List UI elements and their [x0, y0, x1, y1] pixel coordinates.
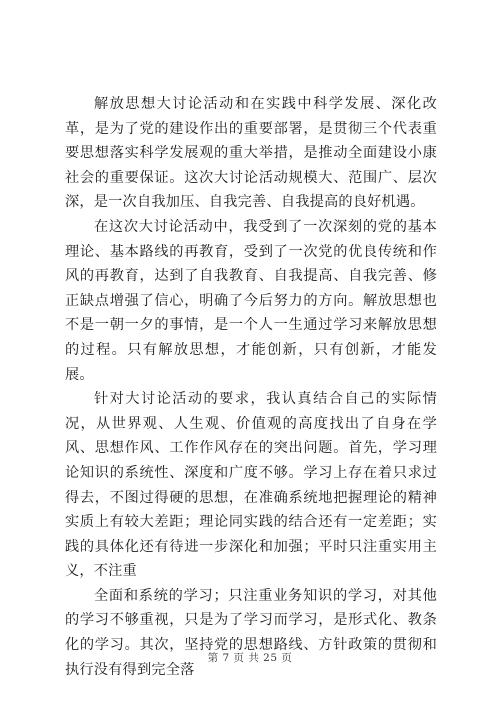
paragraph-1: 解放思想大讨论活动和在实践中科学发展、深化改革，是为了党的建设作出的重要部署，是贯彻三个代表重要思想落实科学发展观的重大举措，是推动全面建设小康社会的重要保证。这次大讨论活动规模大、范围广、层次深，是一次自我加压、自我完善、自我提高的良好机遇。: [65, 96, 437, 211]
paragraph-4: 全面和系统的学习；只注重业务知识的学习，对其他的学习不够重视，只是为了学习而学习，是形式化、教条化的学习。其次，坚持党的思想路线、方针政策的贯彻和执行没有得到完全落: [65, 587, 437, 678]
page-number-footer: 第 7 页 共 25 页: [207, 652, 293, 664]
paragraph-2: 在这次大讨论活动中，我受到了一次深刻的党的基本理论、基本路线的再教育，受到了一次党的优良传统和作风的再教育，达到了自我教育、自我提高、自我完善、修正缺点增强了信心，明确了今后努力的方向。解放思想也不是一朝一夕的事情，是一个人一生通过学习来解放思想的过程。只有解放思想，才能创新，只有创新，才能发展。: [65, 218, 437, 383]
paragraph-3: 针对大讨论活动的要求，我认真结合自己的实际情况，从世界观、人生观、价值观的高度找出了自身在学风、思想作风、工作作风存在的突出问题。首先，学习理论知识的系统性、深度和广度不够。学习上存在着只求过得去，不图过得硬的思想，在准确系统地把握理论的精神实质上有较大差距；理论同实践的结合还有一定差距；实践的具体化还有待进一步深化和加强；平时只注重实用主义，不注重: [65, 391, 437, 580]
document-body: [65, 92, 437, 682]
